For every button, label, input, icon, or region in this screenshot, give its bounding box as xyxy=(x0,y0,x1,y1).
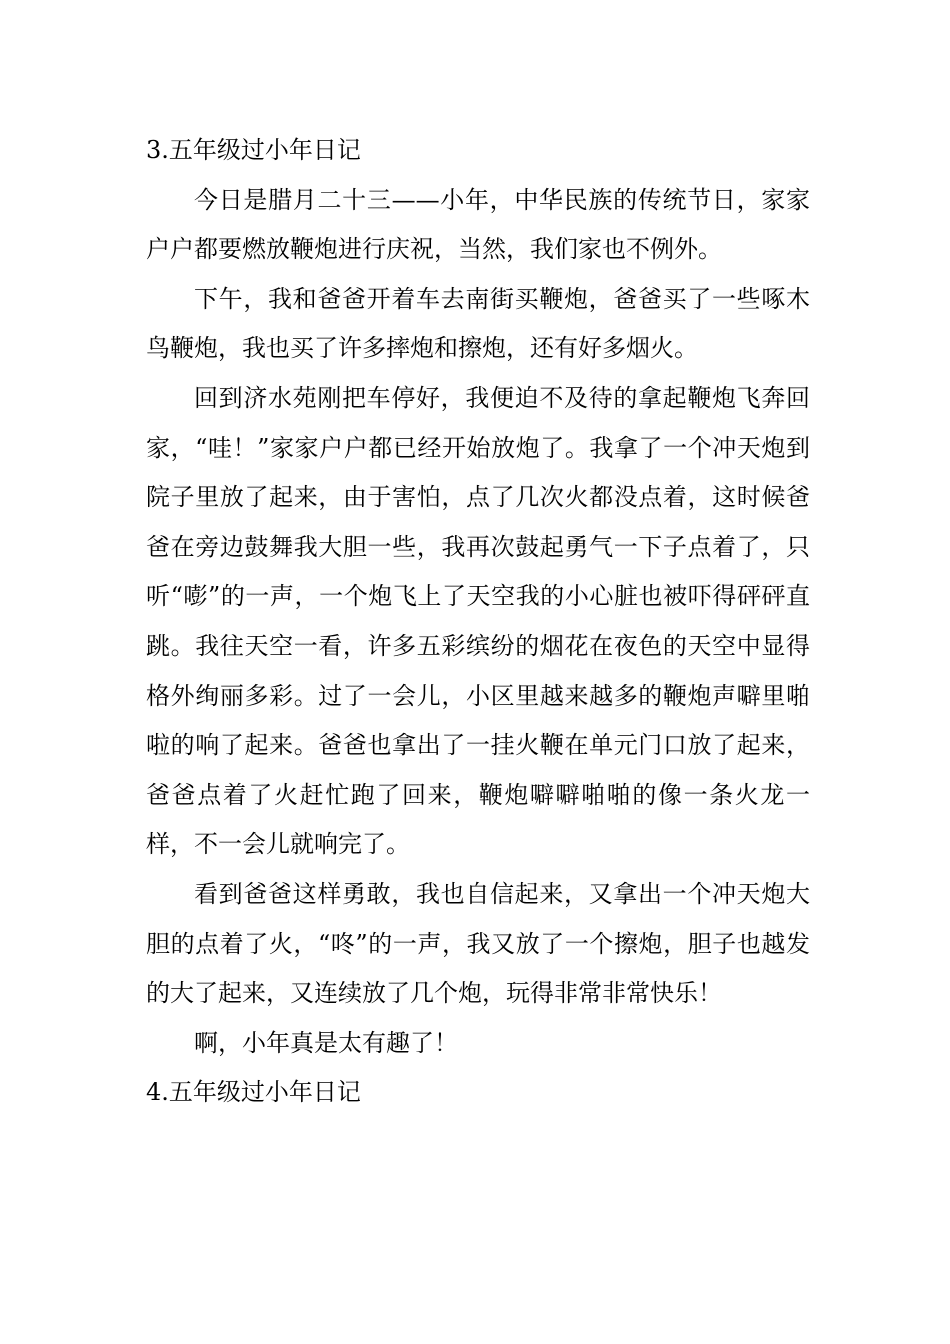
paragraph-1: 今日是腊月二十三——小年，中华民族的传统节日，家家户户都要燃放鞭炮进行庆祝，当然，我们家也不例外。 xyxy=(146,185,810,264)
paragraph-5: 啊，小年真是太有趣了！ xyxy=(194,1028,458,1057)
paragraph-3: 回到济水苑刚把车停好，我便迫不及待的拿起鞭炮飞奔回家，“哇！”家家户户都已经开始放炮了。我拿了一个冲天炮到院子里放了起来，由于害怕，点了几次火都没点着，这时候爸爸在旁边鼓舞我大胆一些，我再次鼓起勇气一下子点着了，只听“嘭”的一声，一个炮飞上了天空我的小心脏也被吓得砰砰直跳。我往天空一看，许多五彩缤纷的烟花在夜色的天空中显得格外绚丽多彩。过了一会儿，小区里越来越多的鞭炮声噼里啪啦的响了起来。爸爸也拿出了一挂火鞭在单元门口放了起来，爸爸点着了火赶忙跑了回来，鞭炮噼噼啪啪的像一条火龙一样，不一会儿就响完了。 xyxy=(146,383,810,859)
document-page xyxy=(146,126,810,1118)
paragraph-4: 看到爸爸这样勇敢，我也自信起来，又拿出一个冲天炮大胆的点着了火，“咚”的一声，我又放了一个擦炮，胆子也越发的大了起来，又连续放了几个炮，玩得非常非常快乐！ xyxy=(146,879,810,1008)
paragraph-2: 下午，我和爸爸开着车去南街买鞭炮，爸爸买了一些啄木鸟鞭炮，我也买了许多摔炮和擦炮，还有好多烟火。 xyxy=(146,284,810,363)
section-heading-4: 4.五年级过小年日记 xyxy=(146,1078,361,1107)
section-heading-3: 3.五年级过小年日记 xyxy=(146,136,361,164)
